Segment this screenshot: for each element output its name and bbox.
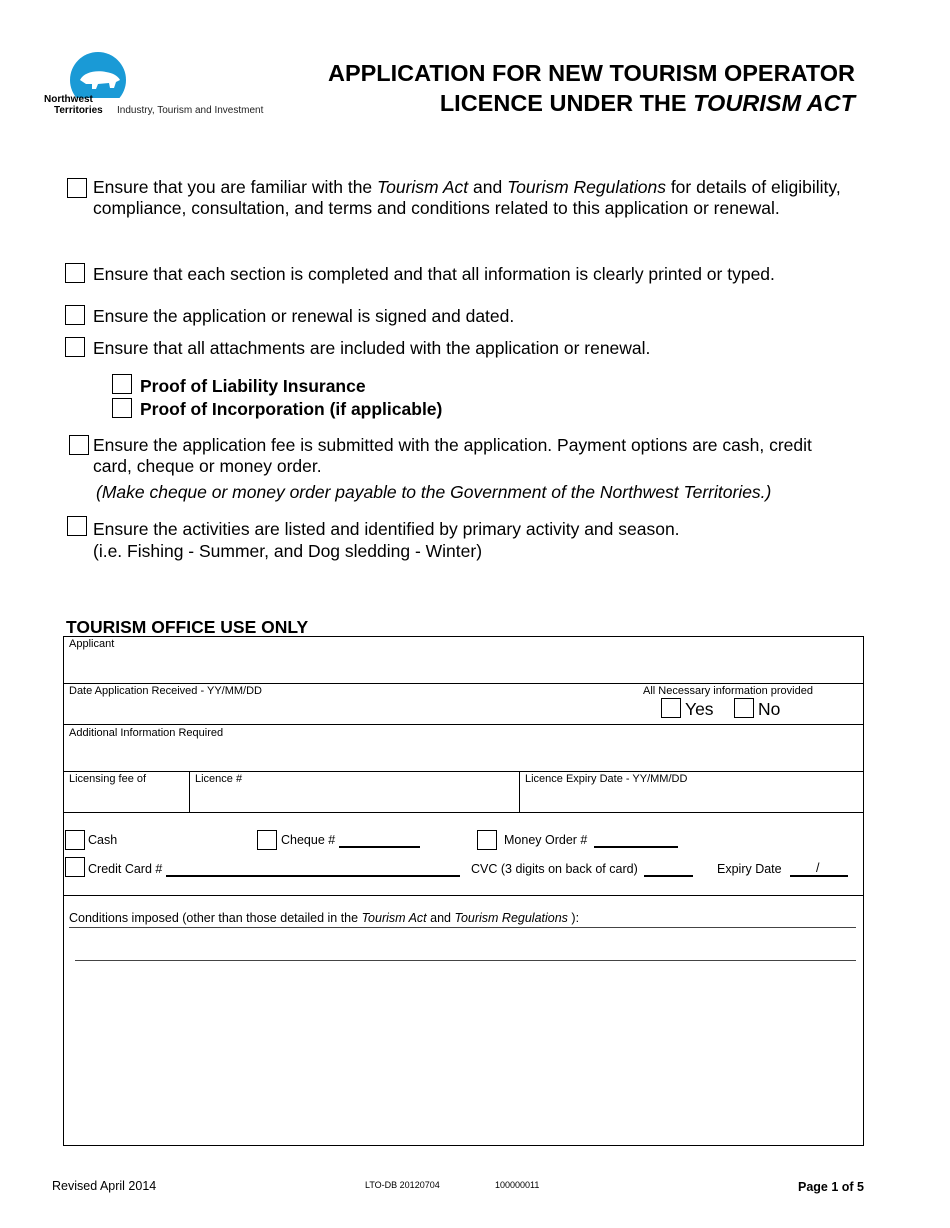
gnwt-logo [44, 52, 284, 122]
department-name: Industry, Tourism and Investment [117, 105, 264, 116]
checklist-item-completed: Ensure that each section is completed and that all information is clearly printed or typed. [93, 264, 775, 284]
office-use-heading: TOURISM OFFICE USE ONLY [66, 617, 309, 637]
cheque-label: Cheque # [281, 833, 336, 847]
checklist-checkbox-fee[interactable] [69, 435, 89, 455]
expiry-date-field[interactable] [790, 875, 848, 877]
checkbox-liability-insurance[interactable] [112, 374, 132, 394]
credit-card-label: Credit Card # [88, 862, 163, 876]
checklist-checkbox-completed[interactable] [65, 263, 85, 283]
cvc-field[interactable] [644, 875, 693, 877]
checklist-item-attachments: Ensure that all attachments are included with the application or renewal. [93, 338, 651, 358]
licence-expiry-label: Licence Expiry Date - YY/MM/DD [525, 773, 688, 785]
checklist-checkbox-signed[interactable] [65, 305, 85, 325]
checklist-item-signed: Ensure the application or renewal is signed and dated. [93, 306, 515, 326]
applicant-label: Applicant [69, 638, 115, 650]
checkbox-incorporation[interactable] [112, 398, 132, 418]
money-order-number-field[interactable] [594, 846, 678, 848]
revised-date: Revised April 2014 [52, 1179, 157, 1193]
date-received-label: Date Application Received - YY/MM/DD [69, 685, 262, 697]
title-line2: LICENCE UNDER THE TOURISM ACT [439, 90, 855, 116]
yes-checkbox[interactable] [661, 698, 681, 718]
org-name-line1: Northwest [44, 94, 93, 105]
additional-info-label: Additional Information Required [69, 727, 224, 739]
checklist-item-familiar: Ensure that you are familiar with the Tourism Act and Tourism Regulations for details of eligibility, compliance, consultation, and terms and conditions related to this application or renewal. [93, 177, 841, 218]
org-name-line2: Territories [54, 105, 103, 116]
cash-label: Cash [88, 833, 118, 847]
cash-checkbox[interactable] [65, 830, 85, 850]
checklist-item-activities: Ensure the activities are listed and identified by primary activity and season. [93, 519, 680, 539]
checklist-checkbox-activities[interactable] [67, 516, 87, 536]
label-incorporation: Proof of Incorporation (if applicable) [140, 399, 443, 419]
page-title [328, 58, 855, 118]
cvc-label: CVC (3 digits on back of card) [471, 862, 638, 876]
conditions-line-1[interactable] [69, 927, 856, 928]
licence-number-label: Licence # [195, 773, 243, 785]
form-code: LTO-DB 20120704 [365, 1180, 440, 1190]
conditions-line-2[interactable] [75, 960, 856, 961]
expiry-date-separator: / [816, 861, 820, 875]
cheque-number-field[interactable] [339, 846, 420, 848]
money-order-checkbox[interactable] [477, 830, 497, 850]
credit-card-number-field[interactable] [166, 875, 460, 877]
checklist-item-fee: Ensure the application fee is submitted with the application. Payment options are cash, credit card, cheque or money order. [93, 435, 812, 476]
expiry-date-label: Expiry Date [717, 862, 782, 876]
info-provided-label: All Necessary information provided [643, 685, 813, 697]
cheque-checkbox[interactable] [257, 830, 277, 850]
no-checkbox[interactable] [734, 698, 754, 718]
checklist-item-activities-example: (i.e. Fishing - Summer, and Dog sledding - Winter) [93, 541, 483, 561]
conditions-label: Conditions imposed (other than those detailed in the Tourism Act and Tourism Regulations ): [69, 911, 580, 925]
checklist-checkbox-attachments[interactable] [65, 337, 85, 357]
title-line1: APPLICATION FOR NEW TOURISM OPERATOR [327, 60, 855, 86]
yes-label: Yes [685, 699, 714, 719]
no-label: No [758, 699, 781, 719]
page-number: Page 1 of 5 [798, 1180, 864, 1194]
checklist-checkbox-familiar[interactable] [67, 178, 87, 198]
polar-bear-logo-icon [58, 52, 138, 100]
licensing-fee-label: Licensing fee of [69, 773, 147, 785]
form-number: 100000011 [495, 1180, 540, 1190]
checklist-item-fee-note: (Make cheque or money order payable to the Government of the Northwest Territories.) [96, 482, 772, 502]
credit-card-checkbox[interactable] [65, 857, 85, 877]
money-order-label: Money Order # [504, 833, 588, 847]
label-liability-insurance: Proof of Liability Insurance [140, 376, 366, 396]
